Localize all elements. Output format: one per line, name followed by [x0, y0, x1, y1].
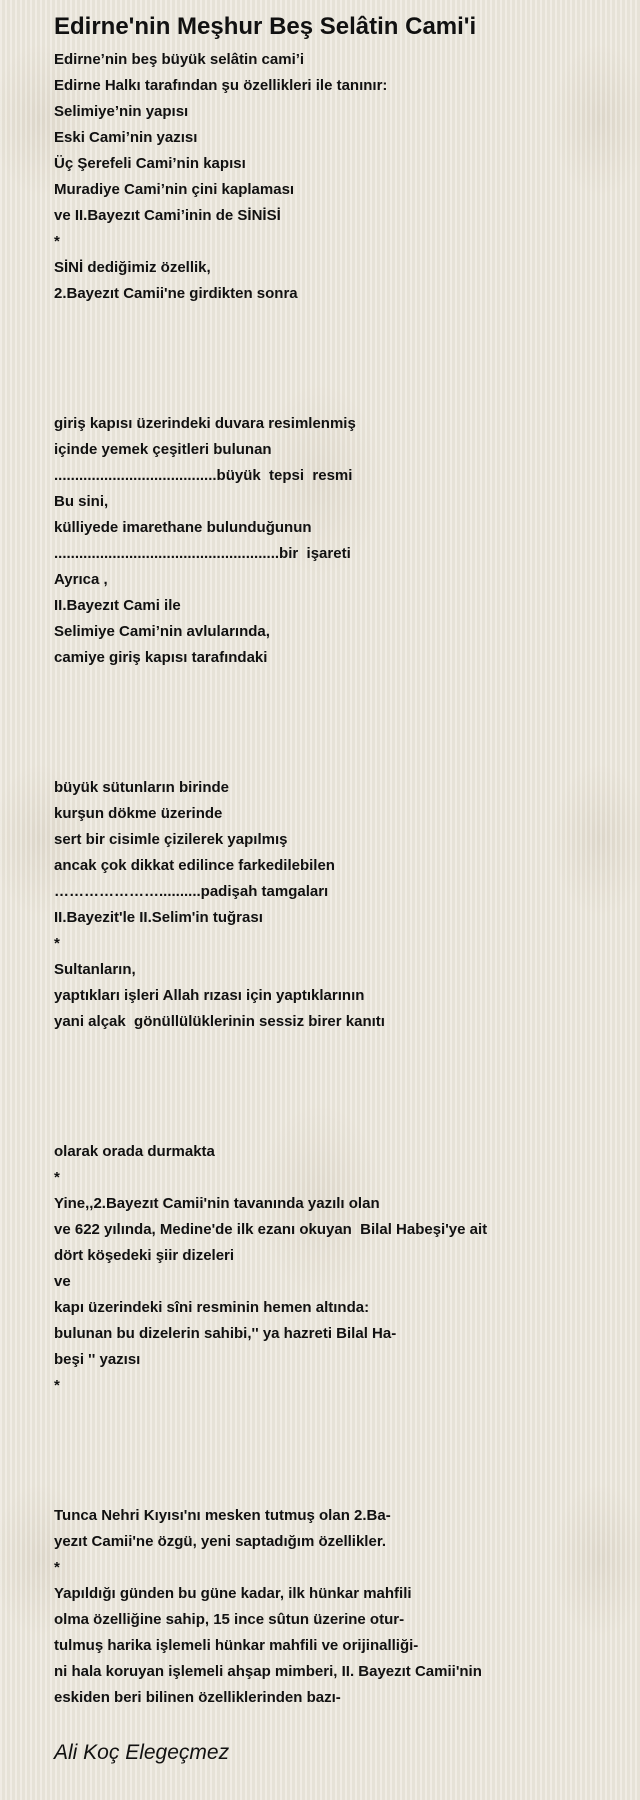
poem-line: Üç Şerefeli Cami’nin kapısı — [54, 155, 246, 172]
poem-line: içinde yemek çeşitleri bulunan — [54, 441, 272, 458]
poem-line: Yine,,2.Bayezıt Camii'nin tavanında yazılı olan — [54, 1195, 380, 1212]
poem-line: * — [54, 1169, 60, 1186]
poem-line: yani alçak gönüllülüklerinin sessiz birer kanıtı — [54, 1013, 385, 1030]
poem-line: Tunca Nehri Kıyısı'nı mesken tutmuş olan 2.Ba- — [54, 1507, 391, 1524]
blank-line — [54, 1399, 634, 1425]
blank-line — [54, 723, 634, 749]
poem-line: Sultanların, — [54, 961, 136, 978]
poem-line: olma özelliğine sahip, 15 ince sûtun üzerine otur- — [54, 1611, 405, 1628]
poem-line: .......................................büyük tepsi resmi — [54, 467, 353, 484]
blank-line — [54, 1087, 634, 1113]
poem-line: yezıt Camii'ne özgü, yeni saptadığım özellikler. — [54, 1533, 386, 1550]
poem-line: ni hala koruyan işlemeli ahşap mimberi, II. Bayezıt Camii'nin — [54, 1663, 482, 1680]
blank-line — [54, 385, 634, 411]
blank-line — [54, 697, 634, 723]
poem-line: …………………..........padişah tamgaları — [54, 883, 329, 900]
poem-line: II.Bayezıt Cami ile — [54, 597, 181, 614]
poem-line: Selimiye Cami’nin avlularında, — [54, 623, 270, 640]
poem-line: eskiden beri bilinen özelliklerinden bazı- — [54, 1689, 341, 1706]
poem-author[interactable]: Ali Koç Elegeçmez — [54, 1741, 230, 1764]
poem-line: olarak orada durmakta — [54, 1143, 215, 1160]
poem-line: ve — [54, 1273, 71, 1290]
poem-line: ......................................................bir işareti — [54, 545, 351, 562]
poem-line: ancak çok dikkat edilince farkedilebilen — [54, 857, 335, 874]
poem-line: büyük sütunların birinde — [54, 779, 230, 796]
poem-line: yaptıkları işleri Allah rızası için yaptıklarının — [54, 987, 365, 1004]
poem-line: ve II.Bayezıt Cami’inin de SİNİSİ — [54, 207, 281, 224]
poem-line: 2.Bayezıt Camii'ne girdikten sonra — [54, 285, 298, 302]
blank-line — [54, 333, 634, 359]
blank-line — [54, 1451, 634, 1477]
poem-line: Eski Cami’nin yazısı — [54, 129, 198, 146]
poem-line: * — [54, 935, 60, 952]
blank-line — [54, 1035, 634, 1061]
poem-line: Muradiye Cami’nin çini kaplaması — [54, 181, 295, 198]
poem-line: Selimiye’nin yapısı — [54, 103, 189, 120]
blank-line — [54, 749, 634, 775]
poem-line: dört köşedeki şiir dizeleri — [54, 1247, 235, 1264]
poem-line: beşi '' yazısı — [54, 1351, 141, 1368]
poem-line: bulunan bu dizelerin sahibi,'' ya hazreti Bilal Ha- — [54, 1325, 397, 1342]
poem-line: Ayrıca , — [54, 571, 108, 588]
poem-line: kapı üzerindeki sîni resminin hemen altında: — [54, 1299, 370, 1316]
poem-line: Yapıldığı günden bu güne kadar, ilk hünkar mahfili — [54, 1585, 412, 1602]
blank-line — [54, 1477, 634, 1503]
poem-line: * — [54, 1377, 60, 1394]
poem-line: sert bir cisimle çizilerek yapılmış — [54, 831, 288, 848]
poem-line: külliyede imarethane bulunduğunun — [54, 519, 312, 536]
poem-line: II.Bayezit'le II.Selim'in tuğrası — [54, 909, 263, 926]
blank-line — [54, 671, 634, 697]
poem-line: Edirne’nin beş büyük selâtin cami’i — [54, 51, 305, 68]
blank-line — [54, 1061, 634, 1087]
poem-line: * — [54, 233, 60, 250]
poem-title: Edirne'nin Meşhur Beş Selâtin Cami'i — [54, 13, 477, 40]
blank-line — [54, 1113, 634, 1139]
blank-line — [54, 307, 634, 333]
poem-line: * — [54, 1559, 60, 1576]
poem-line: ve 622 yılında, Medine'de ilk ezanı okuyan Bilal Habeşi'ye ait — [54, 1221, 488, 1238]
poem-line: Bu sini, — [54, 493, 109, 510]
blank-line — [54, 1425, 634, 1451]
poem-line: SİNİ dediğimiz özellik, — [54, 259, 211, 276]
poem-line: giriş kapısı üzerindeki duvara resimlenmiş — [54, 415, 356, 432]
poem-body — [54, 47, 634, 1711]
poem-line: Edirne Halkı tarafından şu özellikleri ile tanınır: — [54, 77, 388, 94]
blank-line — [54, 359, 634, 385]
poem-line: kurşun dökme üzerinde — [54, 805, 223, 822]
poem-line: camiye giriş kapısı tarafındaki — [54, 649, 268, 666]
poem-line: tulmuş harika işlemeli hünkar mahfili ve orijinalliği- — [54, 1637, 419, 1654]
